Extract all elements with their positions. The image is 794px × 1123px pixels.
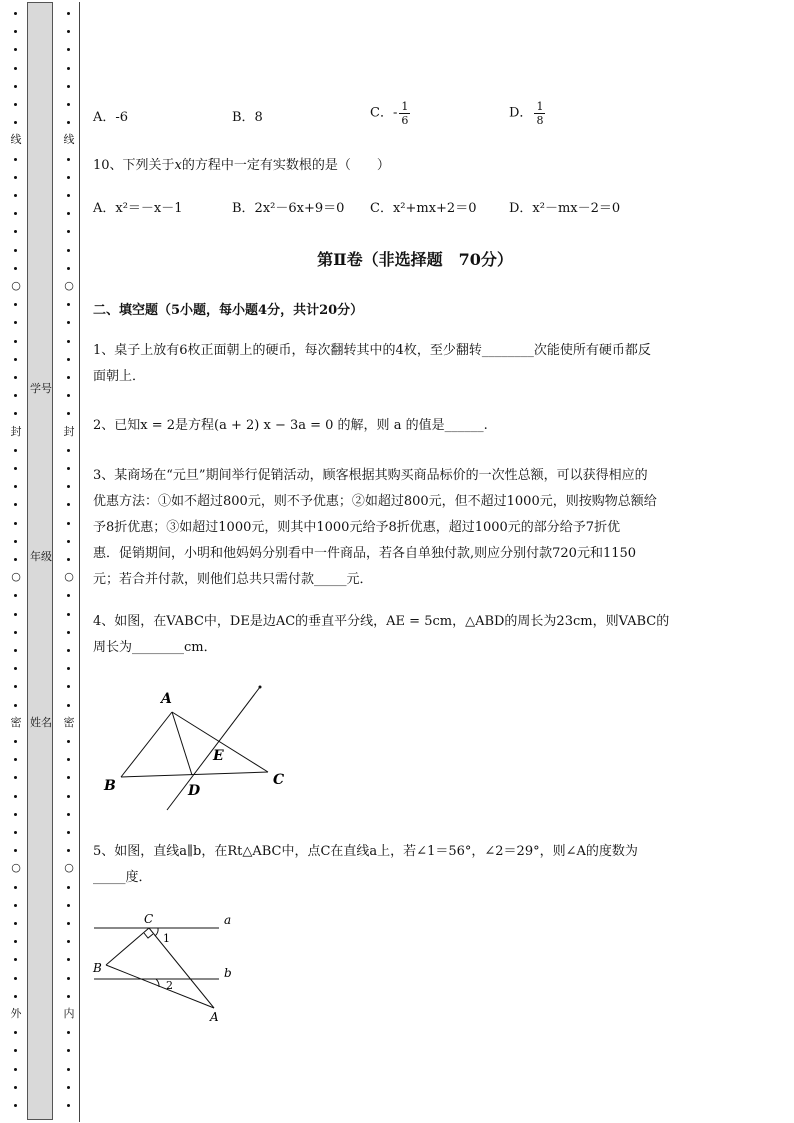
cut-line-dot — [14, 849, 17, 852]
cut-line-dot — [14, 1031, 17, 1034]
cut-line-dot — [67, 467, 70, 470]
q4-line-2: 周长为________cm． — [93, 640, 217, 655]
cut-line-dot — [14, 230, 17, 233]
cut-line-dot — [14, 940, 17, 943]
q5-label-line-a: a — [224, 913, 232, 927]
cut-line-dot — [14, 358, 17, 361]
q10-stem-post: 的方程中一定有实数根的是（ ） — [181, 158, 390, 173]
cut-line-dot — [14, 158, 17, 161]
cut-line-dot — [14, 995, 17, 998]
cut-line-dot — [67, 522, 70, 525]
q3-line-4: 惠．促销期间，小明和他妈妈分别看中一件商品，若各自单独付款,则应分别付款720元和1150 — [93, 546, 637, 561]
outer-mark-circle-2: ○ — [9, 570, 23, 584]
cut-line-dot — [67, 904, 70, 907]
cut-line-dot — [67, 30, 70, 33]
q5-side-ba — [106, 965, 214, 1008]
q9-option-d — [509, 100, 545, 127]
cut-line-dot — [14, 394, 17, 397]
cut-line-dot — [67, 176, 70, 179]
cut-line-dot — [14, 485, 17, 488]
cut-line-dot — [67, 886, 70, 889]
cut-line-dot — [14, 1086, 17, 1089]
binding-strip — [0, 0, 82, 1123]
cut-line-dot — [67, 940, 70, 943]
cut-line-dot — [67, 795, 70, 798]
q9-d-numerator: 1 — [536, 100, 544, 113]
q10-stem — [93, 157, 390, 175]
student-number-label: 学号 — [30, 382, 52, 395]
cut-line-dot — [67, 394, 70, 397]
cut-line-dot — [67, 704, 70, 707]
cut-line-dot — [67, 48, 70, 51]
q4-label-a: A — [161, 691, 172, 707]
cut-line-dot — [67, 1068, 70, 1071]
cut-line-dot — [67, 1031, 70, 1034]
outer-mark-line: 线 — [10, 133, 22, 146]
q4-segment-ad — [172, 712, 192, 775]
q4-line-1: 4、如图，在VABC中，DE是边AC的垂直平分线，AE = 5cm，△ABD的周长为23cm，则VABC的 — [93, 614, 670, 629]
q9-option-c — [370, 100, 410, 127]
cut-line-dot — [14, 212, 17, 215]
cut-line-dot — [14, 613, 17, 616]
cut-line-dot — [14, 376, 17, 379]
q3-line-2: 优惠方法：①如不超过800元，则不予优惠；②如超过800元，但不超过1000元，则按购物总额给 — [93, 494, 657, 509]
cut-line-dot — [14, 758, 17, 761]
fill-question-2 — [93, 413, 743, 439]
q5-label-a: A — [210, 1010, 219, 1024]
outer-mark-seal: 封 — [10, 425, 22, 438]
name-label: 姓名 — [30, 716, 52, 729]
cut-line-dot — [67, 594, 70, 597]
cut-line-dot — [67, 358, 70, 361]
cut-line-dot — [14, 12, 17, 15]
q3-line-1: 3、某商场在“元旦”期间举行促销活动，顾客根据其购买商品标价的一次性总额，可以获得相应的 — [93, 468, 648, 483]
part-two-title: 第Ⅱ卷（非选择题 70分） — [317, 250, 513, 269]
cut-line-dot — [14, 85, 17, 88]
q5-label-line-b: b — [224, 966, 232, 980]
q10-option-d: D．x²－mx－2＝0 — [509, 201, 621, 216]
q5-side-ca — [149, 928, 214, 1008]
q5-angle-1-arc — [155, 928, 158, 936]
q5-label-b: B — [93, 961, 102, 975]
cut-line-dot — [14, 412, 17, 415]
q5-side-bc — [106, 928, 149, 965]
cut-line-dot — [67, 230, 70, 233]
cut-line-dot — [14, 685, 17, 688]
cut-line-dot — [67, 212, 70, 215]
section-title: 二、填空题（5小题，每小题4分，共计20分） — [93, 303, 364, 318]
cut-line-dot — [67, 503, 70, 506]
cut-line-dot — [67, 740, 70, 743]
cut-line-dot — [14, 467, 17, 470]
q9-option-d-prefix: D． — [509, 105, 533, 121]
outer-mark-secret: 密 — [10, 716, 22, 729]
cut-line-dot — [67, 758, 70, 761]
q5-label-2: 2 — [166, 979, 173, 992]
cut-line-dot — [67, 412, 70, 415]
q4-side-bc — [121, 772, 268, 777]
cut-line-dot — [67, 685, 70, 688]
outer-mark-circle: ○ — [9, 279, 23, 293]
cut-line-dot — [67, 85, 70, 88]
cut-line-dot — [14, 704, 17, 707]
cut-line-dot — [67, 158, 70, 161]
cut-line-dot — [14, 522, 17, 525]
cut-line-dot — [67, 977, 70, 980]
cut-line-dot — [67, 12, 70, 15]
cut-line-dot — [14, 904, 17, 907]
q2-text: 2、已知x = 2是方程(a + 2) x − 3a = 0 的解，则 a 的值是______. — [93, 418, 488, 433]
q4-label-e: E — [213, 748, 224, 764]
cut-line-dot — [67, 667, 70, 670]
cut-line-dot — [67, 194, 70, 197]
q4-side-ab — [121, 712, 172, 777]
cut-line-dot — [14, 449, 17, 452]
cut-line-dot — [67, 485, 70, 488]
cut-line-dot — [14, 740, 17, 743]
cut-line-dot — [67, 1104, 70, 1107]
cut-line-dot — [67, 540, 70, 543]
cut-line-dot — [14, 194, 17, 197]
q4-triangle-figure — [95, 680, 295, 820]
q4-label-d: D — [188, 783, 201, 799]
q5-right-angle-mark — [144, 933, 153, 938]
cut-line-dot — [67, 67, 70, 70]
q10-stem-pre: 10、下列关于 — [93, 158, 175, 173]
outer-mark-outside: 外 — [10, 1007, 22, 1020]
cut-line-dot — [14, 558, 17, 561]
cut-line-dot — [67, 958, 70, 961]
cut-line-dot — [14, 594, 17, 597]
inner-mark-line: 线 — [63, 133, 75, 146]
binding-border-line — [79, 2, 80, 1122]
cut-line-dot — [14, 1049, 17, 1052]
q9-option-d-fraction — [534, 100, 545, 127]
inner-mark-circle-3: ○ — [62, 861, 76, 875]
cut-line-dot — [67, 776, 70, 779]
q9-c-numerator: 1 — [401, 100, 409, 113]
fill-question-3 — [93, 463, 743, 593]
cut-line-dot — [14, 631, 17, 634]
cut-line-dot — [14, 667, 17, 670]
outer-mark-circle-3: ○ — [9, 861, 23, 875]
q4-label-c: C — [273, 772, 285, 788]
student-info-band — [27, 2, 53, 1120]
outer-dot-column — [9, 0, 23, 1123]
inner-dot-column — [62, 0, 76, 1123]
cut-line-dot — [14, 922, 17, 925]
q5-line-1: 5、如图，直线a∥b，在Rt△ABC中，点C在直线a上，若∠1＝56°，∠2＝29°，则∠A的度数为 — [93, 844, 638, 859]
cut-line-dot — [14, 1068, 17, 1071]
cut-line-dot — [67, 321, 70, 324]
cut-line-dot — [14, 776, 17, 779]
cut-line-dot — [67, 813, 70, 816]
q1-line-1: 1、桌子上放有6枚正面朝上的硬币，每次翻转其中的4枚，至少翻转________次能使所有硬币都反 — [93, 343, 651, 358]
inner-mark-circle: ○ — [62, 279, 76, 293]
q3-line-3: 予8折优惠；③如超过1000元，则其中1000元给予8折优惠，超过1000元的部分给予7折优 — [93, 520, 621, 535]
cut-line-dot — [67, 995, 70, 998]
cut-line-dot — [67, 103, 70, 106]
cut-line-dot — [14, 1104, 17, 1107]
inner-mark-circle-2: ○ — [62, 570, 76, 584]
cut-line-dot — [14, 958, 17, 961]
q5-label-c: C — [144, 912, 154, 926]
cut-line-dot — [14, 176, 17, 179]
inner-mark-inside: 内 — [63, 1007, 75, 1020]
q5-label-1: 1 — [163, 932, 170, 945]
cut-line-dot — [67, 831, 70, 834]
cut-line-dot — [14, 886, 17, 889]
cut-line-dot — [67, 1049, 70, 1052]
cut-line-dot — [14, 121, 17, 124]
cut-line-dot — [67, 121, 70, 124]
cut-line-dot — [67, 340, 70, 343]
inner-mark-secret: 密 — [63, 716, 75, 729]
cut-line-dot — [67, 613, 70, 616]
q5-line-2: _____度． — [93, 870, 152, 885]
grade-label: 年级 — [30, 550, 52, 563]
q9-option-b: B．8 — [232, 110, 263, 125]
cut-line-dot — [67, 649, 70, 652]
cut-line-dot — [14, 503, 17, 506]
cut-line-dot — [67, 922, 70, 925]
q4-label-b: B — [104, 778, 116, 794]
q10-option-a: A．x²＝－x－1 — [93, 201, 183, 216]
fill-question-4 — [93, 609, 743, 661]
q9-c-denominator: 6 — [401, 114, 409, 127]
cut-line-dot — [67, 631, 70, 634]
cut-line-dot — [14, 831, 17, 834]
q10-option-b: B．2x²－6x+9＝0 — [232, 201, 345, 216]
q9-d-denominator: 8 — [536, 114, 544, 127]
q5-parallel-lines-figure — [88, 905, 248, 1025]
q4-bisector-endpoint — [259, 686, 262, 689]
cut-line-dot — [67, 558, 70, 561]
q9-option-c-fraction — [399, 100, 410, 127]
fill-question-5 — [93, 839, 743, 891]
cut-line-dot — [14, 48, 17, 51]
cut-line-dot — [14, 103, 17, 106]
q1-line-2: 面朝上． — [93, 369, 146, 384]
cut-line-dot — [14, 540, 17, 543]
q9-option-c-prefix: C．- — [370, 105, 398, 121]
cut-line-dot — [14, 649, 17, 652]
cut-line-dot — [14, 303, 17, 306]
cut-line-dot — [14, 30, 17, 33]
cut-line-dot — [67, 303, 70, 306]
cut-line-dot — [67, 1086, 70, 1089]
fill-question-1 — [93, 338, 743, 390]
cut-line-dot — [14, 977, 17, 980]
cut-line-dot — [67, 376, 70, 379]
q9-option-a: A．-6 — [93, 110, 129, 125]
q10-stem-var: x — [174, 158, 182, 173]
q10-option-c: C．x²+mx+2＝0 — [370, 201, 477, 216]
cut-line-dot — [14, 340, 17, 343]
cut-line-dot — [14, 795, 17, 798]
cut-line-dot — [14, 813, 17, 816]
q3-line-5: 元；若合并付款，则他们总共只需付款_____元． — [93, 572, 373, 587]
cut-line-dot — [14, 67, 17, 70]
inner-mark-seal: 封 — [63, 425, 75, 438]
cut-line-dot — [14, 321, 17, 324]
cut-line-dot — [67, 449, 70, 452]
cut-line-dot — [67, 849, 70, 852]
